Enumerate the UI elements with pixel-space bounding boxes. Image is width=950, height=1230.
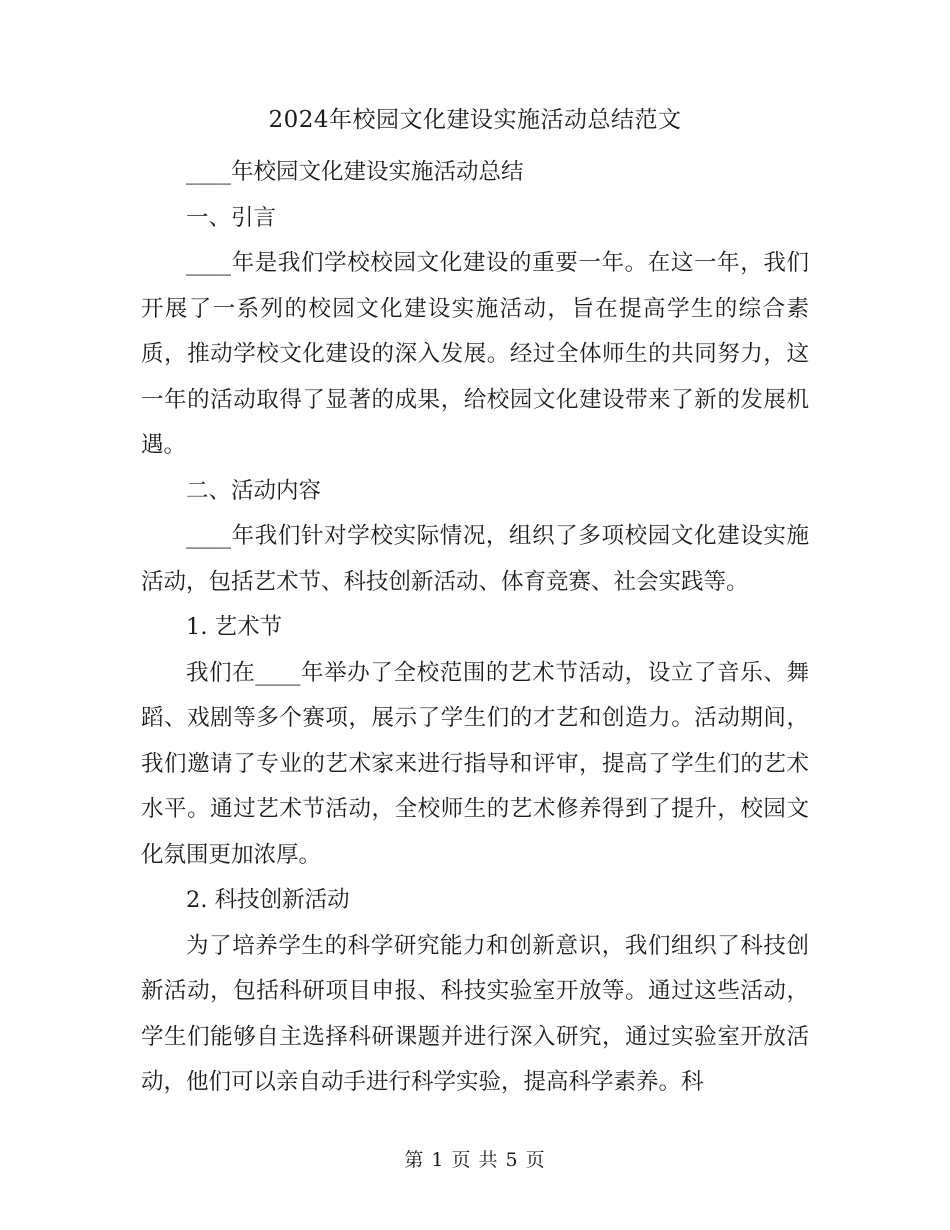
page-number-footer: 第 1 页 共 5 页 <box>404 1149 546 1171</box>
paragraph-activities-overview: ____年我们针对学校实际情况，组织了多项校园文化建设实施活动，包括艺术节、科技创新活动、体育竞赛、社会实践等。 <box>141 523 809 595</box>
subheading-art-festival: 1. 艺术节 <box>186 614 283 640</box>
section-heading-activities: 二、活动内容 <box>186 477 322 504</box>
report-heading: ____年校园文化建设实施活动总结 <box>186 159 524 185</box>
paragraph-art-festival: 我们在____年举办了全校范围的艺术节活动，设立了音乐、舞蹈、戏剧等多个赛项，展示了学生们的才艺和创造力。活动期间，我们邀请了专业的艺术家来进行指导和评审，提高了学生们的艺术水平。通过艺术节活动，全校师生的艺术修养得到了提升，校园文化氛围更加浓厚。 <box>141 659 809 868</box>
paragraph-introduction: ____年是我们学校校园文化建设的重要一年。在这一年，我们开展了一系列的校园文化建设实施活动，旨在提高学生的综合素质，推动学校文化建设的深入发展。经过全体师生的共同努力，这一年的活动取得了显著的成果，给校园文化建设带来了新的发展机遇。 <box>141 250 809 458</box>
subheading-tech-innovation: 2. 科技创新活动 <box>186 887 350 913</box>
section-heading-introduction: 一、引言 <box>186 204 277 231</box>
document-body <box>141 150 809 1106</box>
document-title: 2024年校园文化建设实施活动总结范文 <box>268 107 682 133</box>
paragraph-tech-innovation: 为了培养学生的科学研究能力和创新意识，我们组织了科技创新活动，包括科研项目申报、科技实验室开放等。通过这些活动，学生们能够自主选择科研课题并进行深入研究，通过实验室开放活动，他们可以亲自动手进行科学实验，提高科学素养。科 <box>141 932 809 1095</box>
